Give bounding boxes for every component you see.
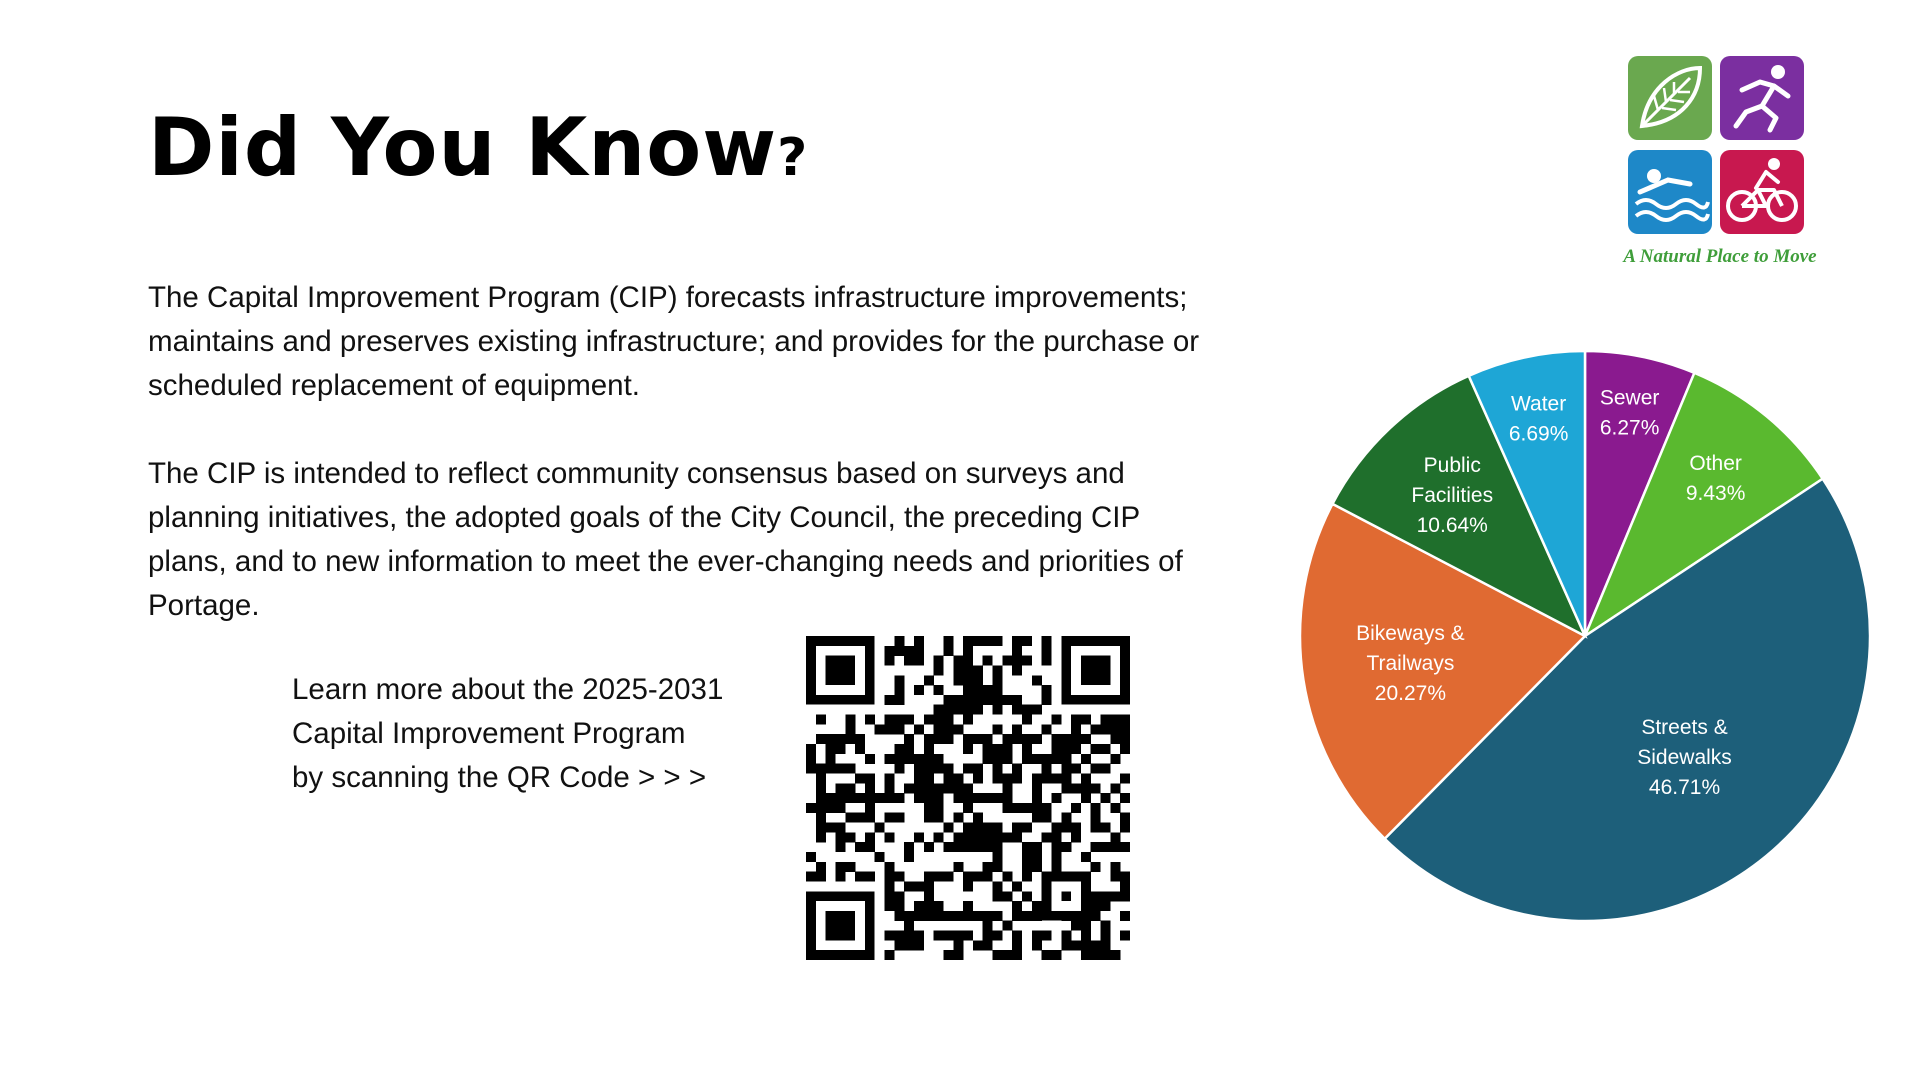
qr-code-icon[interactable] [806,636,1130,960]
logo-tile-swimmer [1628,150,1712,234]
paragraph-line: The CIP is intended to reflect community consensus based on surveys and [148,457,1125,490]
pie-slice-label: Bikeways & Trailways 20.27% [1356,622,1465,706]
learn-more-text [292,668,802,800]
pie-slice-label: Water 6.69% [1508,392,1569,446]
title-question-mark: ? [777,128,809,188]
cip-allocation-pie-chart [1290,350,1890,930]
learn-more-line: Learn more about the 2025-2031 [292,673,724,706]
learn-more-line: by scanning the QR Code > > > [292,761,707,794]
swimmer-icon [1628,150,1712,234]
paragraph-line: Portage. [148,589,260,622]
page-title [148,101,809,194]
logo-tile-cyclist [1720,150,1804,234]
pie-slice-label: Streets & Sidewalks 46.71% [1637,716,1732,800]
paragraph-line: The Capital Improvement Program (CIP) forecasts infrastructure improvements; [148,281,1188,314]
logo-tile-leaf [1628,56,1712,140]
title-text: Did You Know [148,101,778,194]
pie-slice-label: Sewer 6.27% [1599,386,1660,440]
paragraph-line: scheduled replacement of equipment. [148,369,640,402]
paragraph-line: plans, and to new information to meet the ever-changing needs and priorities of [148,545,1183,578]
pie-slice-label: Other 9.43% [1685,451,1746,505]
logo-tile-runner [1720,56,1804,140]
cip-consensus-paragraph [148,452,1328,628]
paragraph-line: maintains and preserves existing infrastructure; and provides for the purchase or [148,325,1200,358]
portage-logo [1600,50,1840,280]
leaf-icon [1628,56,1712,140]
cip-description-paragraph [148,276,1328,408]
paragraph-line: planning initiatives, the adopted goals of the City Council, the preceding CIP [148,501,1141,534]
runner-icon [1720,56,1804,140]
logo-tagline: A Natural Place to Move [1623,246,1817,267]
learn-more-line: Capital Improvement Program [292,717,686,750]
pie-slice-label: Public Facilities 10.64% [1411,453,1494,537]
cyclist-icon [1720,150,1804,234]
